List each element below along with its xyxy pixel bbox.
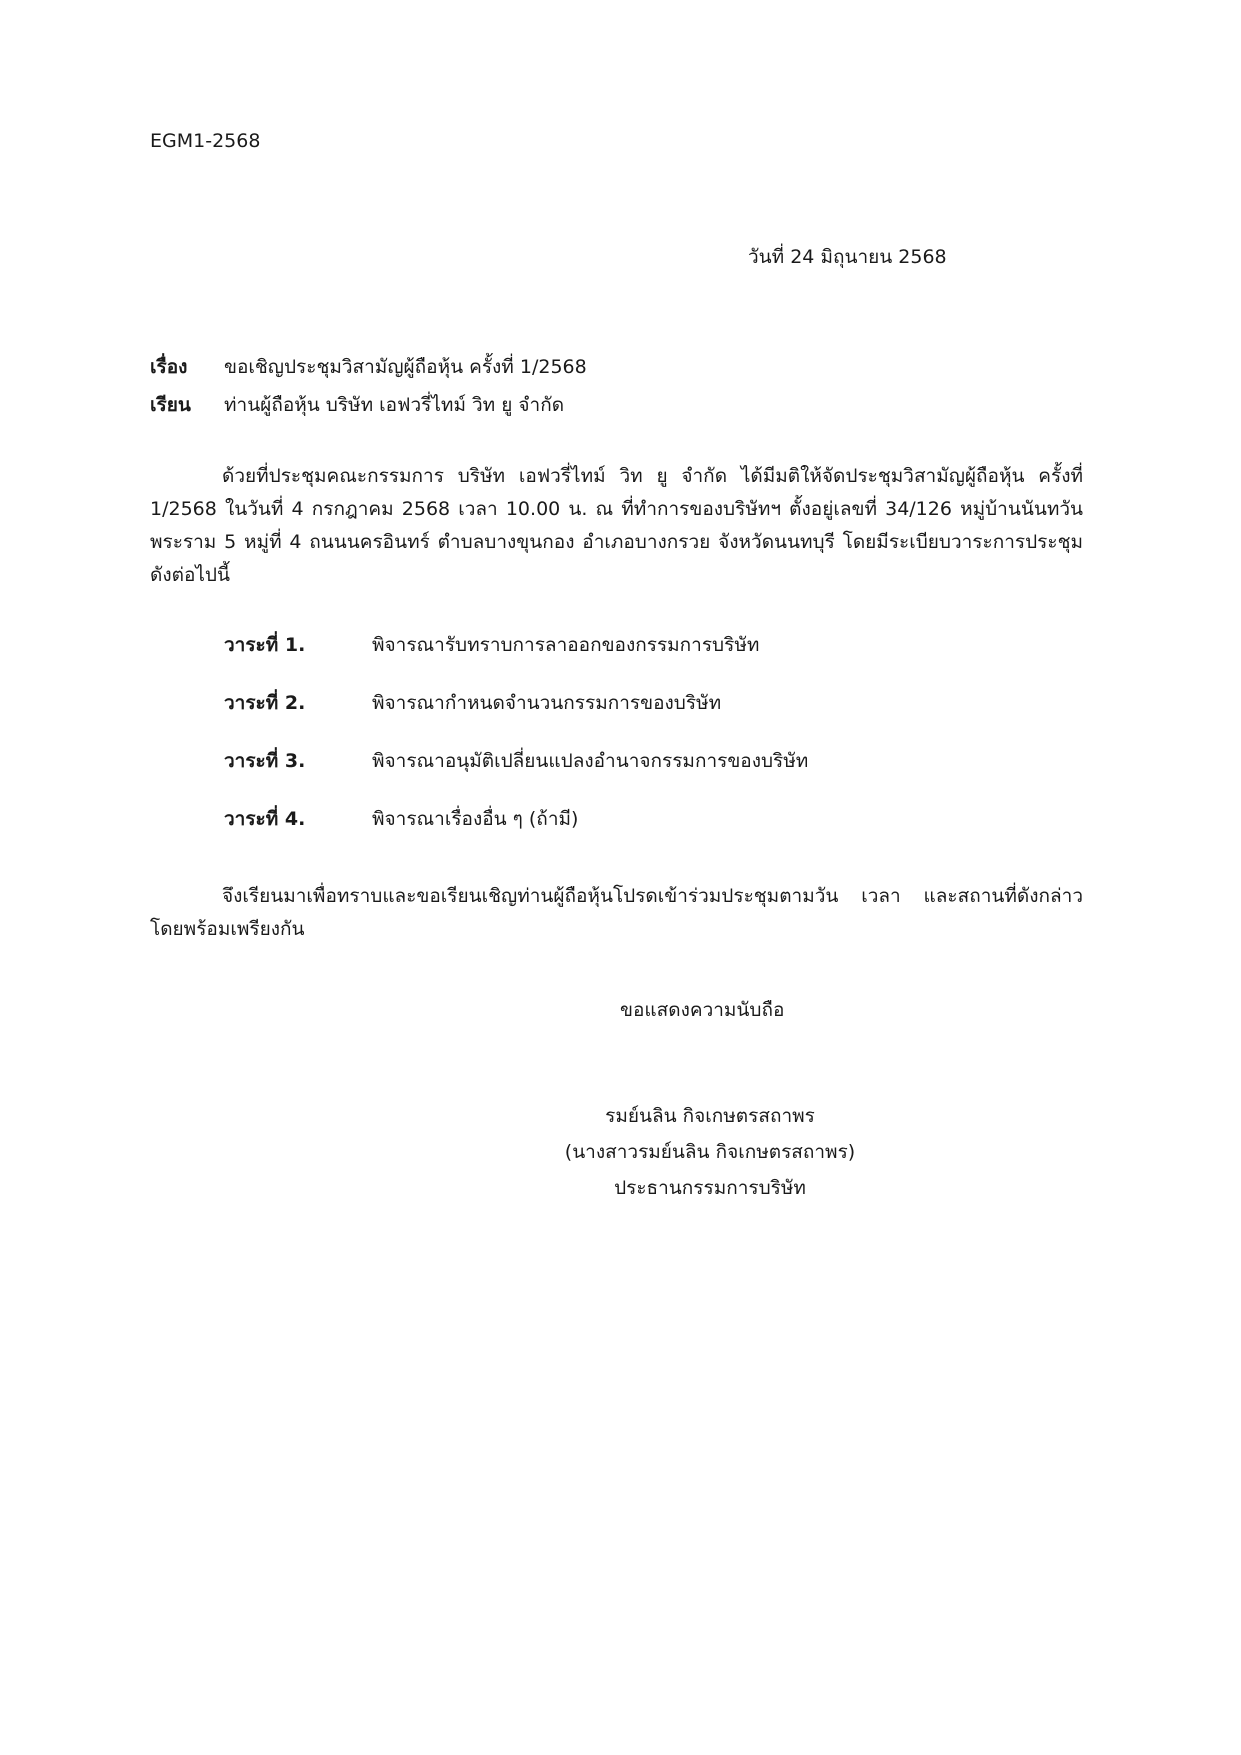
- agenda-text: พิจารณาเรื่องอื่น ๆ (ถ้ามี): [372, 808, 579, 830]
- salutation-text: ท่านผู้ถือหุ้น บริษัท เอฟวรี่ไทม์ วิท ยู จำกัด: [224, 394, 565, 416]
- agenda-text: พิจารณาอนุมัติเปลี่ยนแปลงอำนาจกรรมการของบริษัท: [372, 750, 809, 772]
- signed-name: รมย์นลิน กิจเกษตรสถาพร: [605, 1105, 815, 1127]
- salutation-label: เรียน: [150, 394, 191, 416]
- closing-phrase: ขอแสดงความนับถือ: [620, 999, 785, 1021]
- signature-block: [530, 1098, 890, 1206]
- signatory-full-name: (นางสาวรมย์นลิน กิจเกษตรสถาพร): [564, 1141, 856, 1163]
- agenda-item: [224, 746, 1084, 804]
- agenda-text: พิจารณากำหนดจำนวนกรรมการของบริษัท: [372, 692, 722, 714]
- letter-date: วันที่ 24 มิถุนายน 2568: [748, 246, 947, 268]
- subject-row: [150, 352, 587, 382]
- agenda-number: วาระที่ 2.: [224, 692, 306, 714]
- invitation-paragraph-text: จึงเรียนมาเพื่อทราบและขอเรียนเชิญท่านผู้ถือหุ้นโปรดเข้าร่วมประชุมตามวัน เวลา และสถานที่ดังกล่าว โดยพร้อมเพรียงกัน: [150, 885, 1083, 940]
- agenda-text: พิจารณารับทราบการลาออกของกรรมการบริษัท: [372, 634, 760, 656]
- subject-text: ขอเชิญประชุมวิสามัญผู้ถือหุ้น ครั้งที่ 1/2568: [224, 356, 587, 378]
- agenda-item: [224, 630, 1084, 688]
- agenda-list: [224, 630, 1084, 862]
- invitation-paragraph: [150, 880, 1083, 946]
- document-code: EGM1-2568: [150, 130, 261, 152]
- signatory-title: ประธานกรรมการบริษัท: [614, 1177, 806, 1199]
- agenda-item: [224, 688, 1084, 746]
- intro-paragraph-text: ด้วยที่ประชุมคณะกรรมการ บริษัท เอฟวรี่ไทม์ วิท ยู จำกัด ได้มีมติให้จัดประชุมวิสามัญผู้ถือหุ้น ครั้งที่ 1/2568 ในวันที่ 4 กรกฎาคม 2568 เวลา 10.00 น. ณ ที่ทำการของบริษัทฯ ตั้งอยู่เลขที่ 34/126 หมู่บ้านนันทวัน พระราม 5 หมู่ที่ 4 ถนนนครอินทร์ ตำบลบางขุนกอง อำเภอบางกรวย จังหวัดนนทบุรี โดยมีระเบียบวาระการประชุมดังต่อไปนี้: [150, 465, 1083, 586]
- agenda-number: วาระที่ 4.: [224, 808, 306, 830]
- agenda-number: วาระที่ 1.: [224, 634, 306, 656]
- agenda-item: [224, 804, 1084, 862]
- intro-paragraph: [150, 460, 1083, 592]
- salutation-row: [150, 390, 564, 420]
- agenda-number: วาระที่ 3.: [224, 750, 306, 772]
- subject-label: เรื่อง: [150, 356, 188, 378]
